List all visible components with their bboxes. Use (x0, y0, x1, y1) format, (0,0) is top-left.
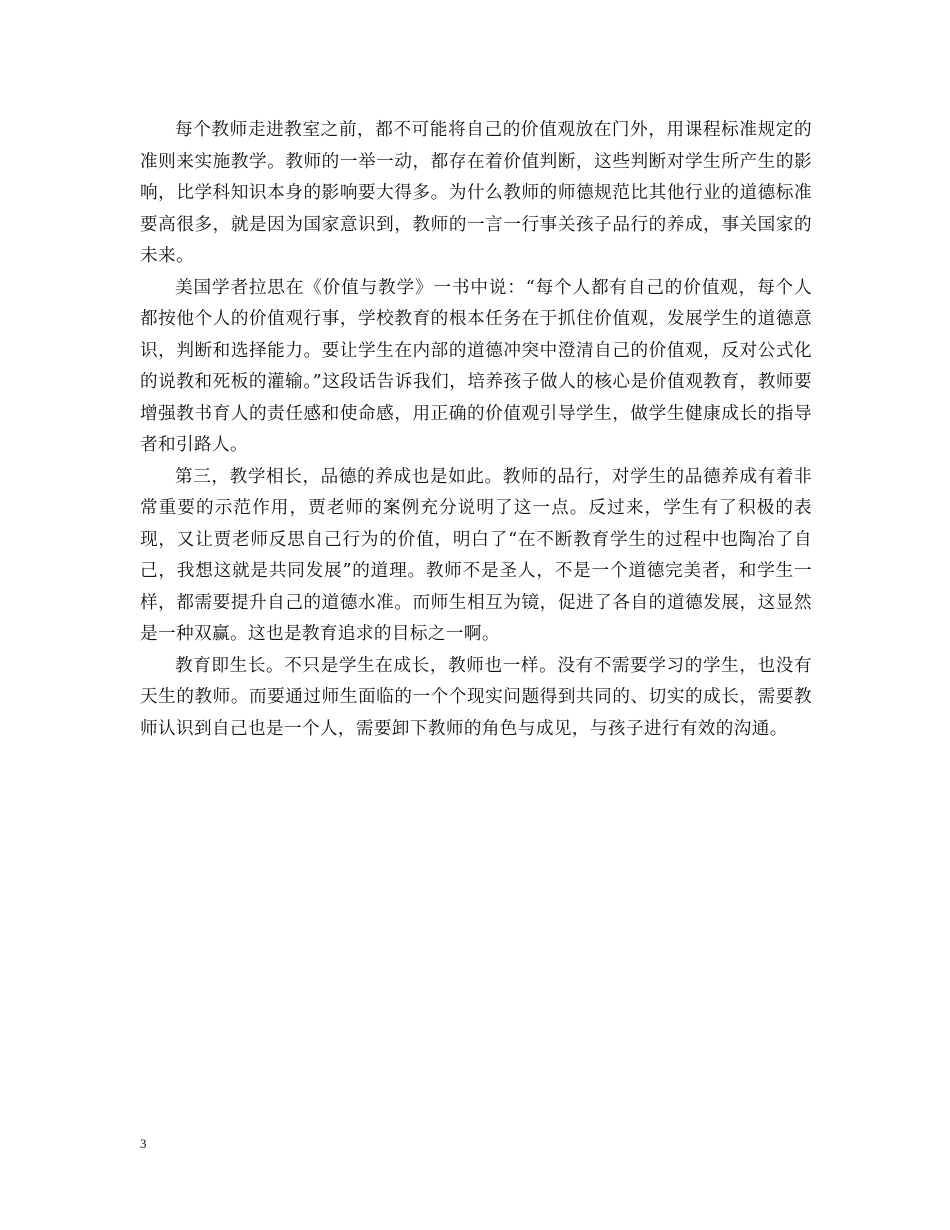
body-text (140, 115, 812, 745)
paragraph-4: 教育即生长。不只是学生在成长，教师也一样。没有不需要学习的学生，也没有天生的教师。而要通过师生面临的一个个现实问题得到共同的、切实的成长，需要教师认识到自己也是一个人，需要卸下教师的角色与成见，与孩子进行有效的沟通。 (140, 655, 812, 739)
paragraph-1: 每个教师走进教室之前，都不可能将自己的价值观放在门外，用课程标准规定的准则来实施教学。教师的一举一动，都存在着价值判断，这些判断对学生所产生的影响，比学科知识本身的影响要大得多。为什么教师的师德规范比其他行业的道德标准要高很多，就是因为国家意识到，教师的一言一行事关孩子品行的养成，事关国家的未来。 (140, 120, 812, 266)
paragraph-3: 第三，教学相长，品德的养成也是如此。教师的品行，对学生的品德养成有着非常重要的示范作用，贾老师的案例充分说明了这一点。反过来，学生有了积极的表现，又让贾老师反思自己行为的价值，明白了“在不断教育学生的过程中也陶冶了自己，我想这就是共同发展”的道理。教师不是圣人，不是一个道德完美者，和学生一样，都需要提升自己的道德水准。而师生相互为镜，促进了各自的道德发展，这显然是一种双赢。这也是教育追求的目标之一啊。 (140, 466, 812, 644)
paragraph-2: 美国学者拉思在《价值与教学》一书中说：“每个人都有自己的价值观，每个人都按他个人的价值观行事，学校教育的根本任务在于抓住价值观，发展学生的道德意识，判断和选择能力。要让学生在内部的道德冲突中澄清自己的价值观，反对公式化的说教和死板的灌输。”这段话告诉我们，培养孩子做人的核心是价值观教育，教师要增强教书育人的责任感和使命感，用正确的价值观引导学生，做学生健康成长的指导者和引路人。 (140, 277, 812, 455)
page-number: 3 (140, 1136, 147, 1151)
